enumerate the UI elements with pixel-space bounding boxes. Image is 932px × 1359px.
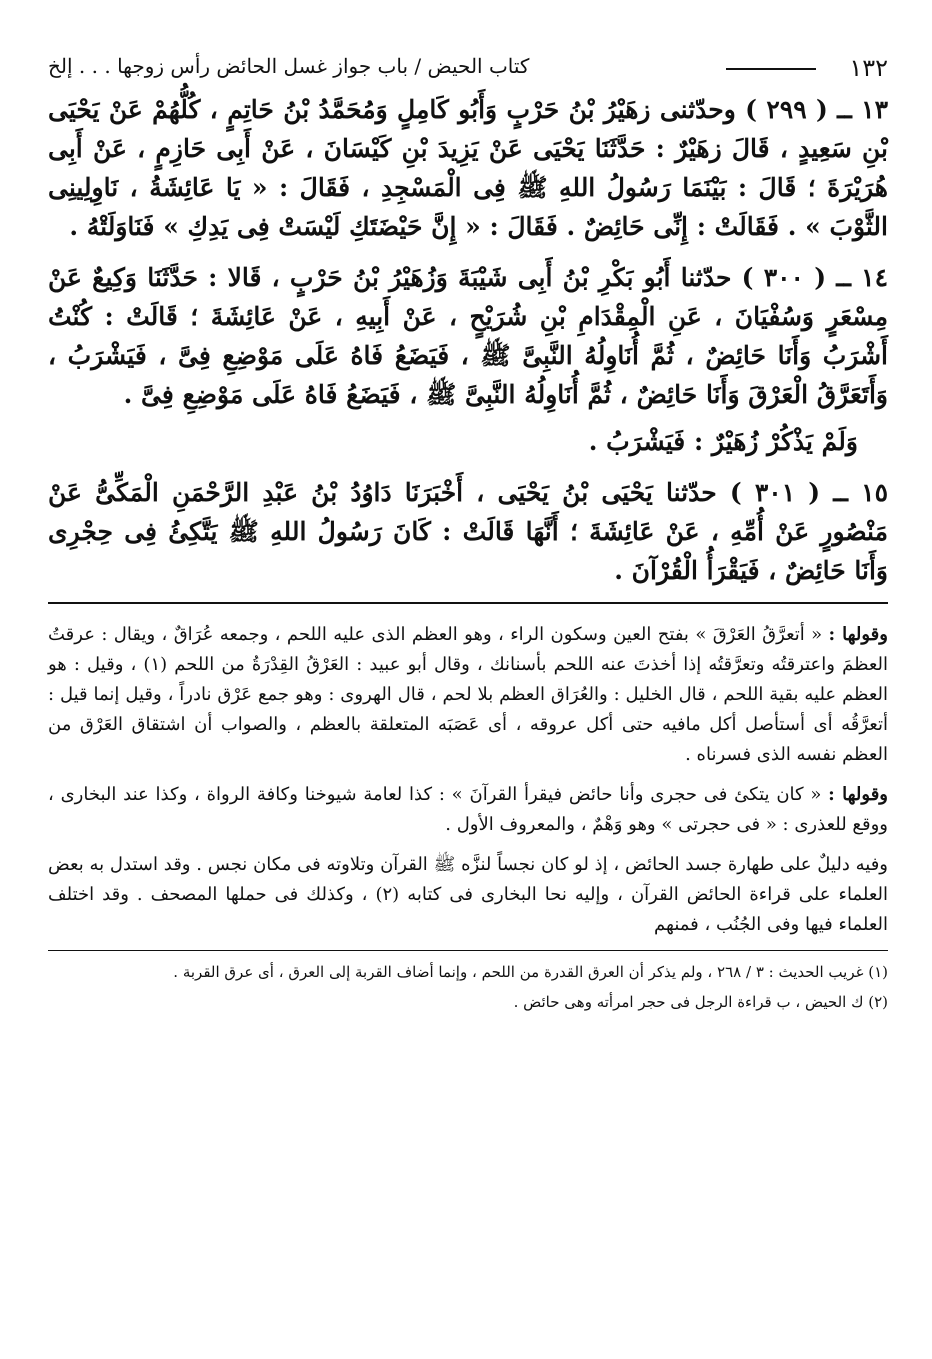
footnote-1: (١) غريب الحديث : ٣ / ٢٦٨ ، ولم يذكر أن العرق القدرة من اللحم ، وإنما أضاف القربة إلى العرق ، أى عرق القربة . xyxy=(173,963,888,981)
section-divider xyxy=(48,602,888,604)
hadith-14: ١٤ ــ ( ٣٠٠ ) حدّثنا أَبُو بَكْرِ بْنُ أَبِى شَيْبَةَ وَزُهَيْرُ بْنُ حَرْبٍ ، قَالا : حَدَّثَنَا وَكِيعٌ عَنْ مِسْعَرٍ وَسُفْيَانَ ، عَنِ الْمِقْدَامِ بْنِ شُرَيْحٍ ، عَنْ أَبِيهِ ، عَنْ عَائِشَةَ ؛ قَالَتْ : كُنْتُ أَشْرَبُ وَأَنَا حَائِضٌ ، ثُمَّ أُنَاوِلُهُ النَّبِىَّ ﷺ ، فَيَضَعُ فَاهُ عَلَى مَوْضِعِ فِىَّ ، فَيَشْرَبُ ، وَأَتَعَرَّقُ الْعَرْقَ وَأَنَا حَائِضٌ ، ثُمَّ أُنَاوِلُهُ النَّبِىَّ ﷺ ، فَيَضَعُ فَاهُ عَلَى مَوْضِعِ فِىَّ . xyxy=(48,263,888,409)
commentary-text: وفيه دليلٌ على طهارة جسد الحائض ، إذ لو كان نجساً لنزَّه ﷺ القرآن وتلاوته فى مكان نجس . وقد استدل به بعض العلماء على قراءة الحائض القرآن ، وإليه نحا البخارى فى كتابه (٢) ، وكذلك فى حملها المصحف . وقد اختلف العلماء فيها وفى الجُنُب ، فمنهم xyxy=(48,854,888,935)
commentary-text: « كان يتكئ فى حجرى وأنا حائض فيقرأ القرآنَ » : كذا لعامة شيوخنا وكافة الرواة ، وكذا عند البخارى ، ووقع للعذرى : « فى حجرتى » وهو وَهْمٌ ، والمعروف الأول . xyxy=(48,784,888,835)
commentary-paragraph xyxy=(48,780,888,840)
footnote-rule xyxy=(48,950,888,951)
chapter-title: كتاب الحيض / باب جواز غسل الحائض رأس زوجها . . . إلخ xyxy=(48,54,530,78)
header-rule xyxy=(726,68,816,70)
hadith-15: ١٥ ــ ( ٣٠١ ) حدّثنا يَحْيَى بْنُ يَحْيَى ، أَخْبَرَنَا دَاوُدُ بْنُ عَبْدِ الرَّحْمَنِ الْمَكِّىُّ عَنْ مَنْصُورٍ عَنْ أُمِّهِ ، عَنْ عَائِشَةَ ؛ أَنَّهَا قَالَتْ : كَانَ رَسُولُ اللهِ ﷺ يَتَّكِئُ فِى حِجْرِى وَأَنَا حَائِضٌ ، فَيَقْرَأُ الْقُرْآنَ . xyxy=(48,478,888,585)
commentary-paragraph xyxy=(48,850,888,940)
commentary-paragraph xyxy=(48,620,888,770)
commentary-text: « أتعرَّقُ العَرْقَ » بفتح العين وسكون الراء ، وهو العظم الذى عليه اللحم ، وجمعه عُرَاقٌ ، ويقال : عرقتُ العظمَ واعترقتُه وتعرَّقتُه إذا أخذتَ عنه اللحم بأسنانك ، وقال أبو عبيد : العَرْقُ القِدْرَةُ من اللحم (١) ، وقيل : هو العظم عليه بقية اللحم ، قال الخليل : والعُرَاق العظم بلا لحم ، قال الهروى : وهو جمع عَرْق نادراً ، وقيل إنما قيل : أتعرَّقُه أى أستأصل أكل مافيه حتى أكل عروقه ، أى عَصَبَه المتعلقة بالعظم ، والصواب أن اشتقاق العَرْق من العظم نفسه الذى فسرناه . xyxy=(48,624,889,765)
page-number: ١٣٢ xyxy=(849,54,888,82)
book-page xyxy=(48,50,888,1019)
footnote-2: (٢) ك الحيض ، ب قراءة الرجل فى حجر امرأته وهى حائض . xyxy=(513,993,888,1011)
commentary-lead: وقولها : xyxy=(828,784,888,805)
hadith-14-note: وَلَمْ يَذْكُرْ زُهَيْرٌ : فَيَشْرَبُ . xyxy=(588,427,858,456)
commentary-lead: وقولها : xyxy=(828,624,888,645)
hadith-13: ١٣ ــ ( ٢٩٩ ) وحدّثنى زهَيْرُ بْنُ حَرْبٍ وَأَبُو كَامِلٍ وَمُحَمَّدُ بْنُ حَاتِمٍ ، كُلُّهُمْ عَنْ يَحْيَى بْنِ سَعِيدٍ ، قَالَ زهَيْرٌ : حَدَّثَنَا يَحْيَى عَنْ يَزِيدَ بْنِ كَيْسَانَ ، عَنْ أَبِى حَازِمٍ ، عَنْ أَبِى هُرَيْرَةَ ؛ قَالَ : بَيْنَمَا رَسُولُ اللهِ ﷺ فِى الْمَسْجِدِ ، فَقَالَ : « يَا عَائِشَةُ ، نَاوِلِينِى الثَّوْبَ » . فَقَالَتْ : إِنِّى حَائِضٌ . فَقَالَ : « إِنَّ حَيْضَتَكِ لَيْسَتْ فِى يَدِكِ » فَنَاوَلَتْهُ . xyxy=(48,95,888,241)
running-header xyxy=(48,50,888,90)
